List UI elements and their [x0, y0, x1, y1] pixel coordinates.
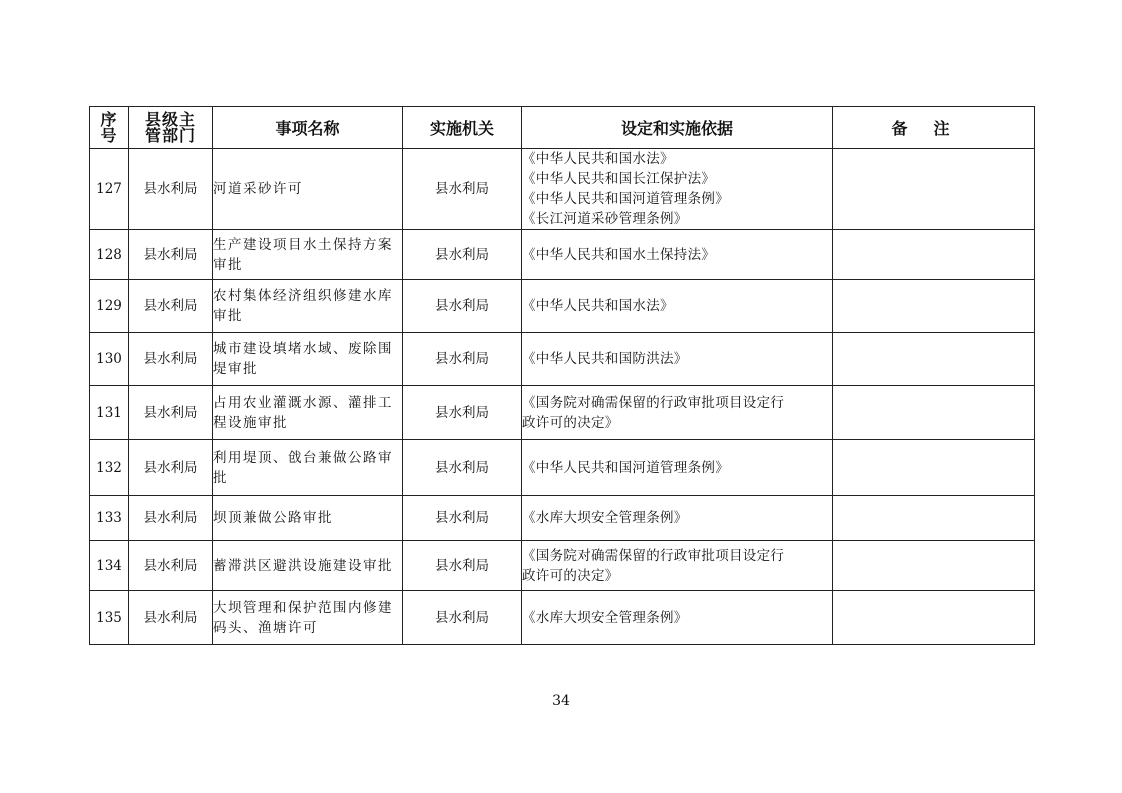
cell-seq: 127 [90, 149, 129, 230]
cell-seq: 128 [90, 230, 129, 280]
cell-remark [833, 440, 1035, 496]
cell-dept: 县水利局 [129, 280, 213, 333]
cell-remark [833, 541, 1035, 591]
cell-item-name: 农村集体经济组织修建水库审批 [213, 280, 403, 333]
header-seq [90, 107, 129, 149]
cell-agency: 县水利局 [403, 591, 522, 645]
header-dept-line2: 管部门 [144, 125, 196, 145]
cell-basis [522, 386, 833, 440]
cell-dept: 县水利局 [129, 440, 213, 496]
basis-line: 《中华人民共和国水法》 [522, 298, 674, 314]
table-row [90, 280, 1035, 333]
cell-dept: 县水利局 [129, 541, 213, 591]
basis-line: 《中华人民共和国水法》 [522, 151, 674, 167]
cell-seq: 135 [90, 591, 129, 645]
cell-remark [833, 591, 1035, 645]
cell-basis [522, 280, 833, 333]
cell-dept: 县水利局 [129, 230, 213, 280]
cell-item-name: 利用堤顶、戗台兼做公路审批 [213, 440, 403, 496]
table-row [90, 230, 1035, 280]
basis-line: 《中华人民共和国水土保持法》 [522, 246, 716, 263]
cell-seq: 129 [90, 280, 129, 333]
cell-item-name: 河道采砂许可 [213, 149, 403, 230]
cell-item-name: 占用农业灌溉水源、灌排工程设施审批 [213, 386, 403, 440]
basis-line: 《中华人民共和国河道管理条例》 [522, 459, 729, 476]
cell-dept: 县水利局 [129, 591, 213, 645]
cell-remark [833, 149, 1035, 230]
cell-agency: 县水利局 [403, 280, 522, 333]
header-dept [129, 107, 213, 149]
cell-basis [522, 440, 833, 496]
table-row [90, 591, 1035, 645]
cell-agency: 县水利局 [403, 386, 522, 440]
table-row [90, 333, 1035, 386]
basis-line: 政许可的决定》 [522, 414, 619, 431]
page-number: 34 [552, 693, 570, 709]
basis-line: 政许可的决定》 [522, 567, 619, 584]
header-seq-line1: 序 [100, 109, 118, 129]
cell-remark [833, 386, 1035, 440]
cell-remark [833, 230, 1035, 280]
table-row [90, 149, 1035, 230]
table-row [90, 440, 1035, 496]
basis-line: 《水库大坝安全管理条例》 [522, 609, 688, 626]
table-body [90, 149, 1035, 645]
cell-agency: 县水利局 [403, 496, 522, 541]
header-remark: 备注 [833, 107, 1035, 149]
cell-dept: 县水利局 [129, 149, 213, 230]
header-item-name: 事项名称 [213, 107, 403, 149]
approval-items-table [89, 106, 1035, 645]
cell-seq: 133 [90, 496, 129, 541]
cell-remark [833, 280, 1035, 333]
cell-basis [522, 591, 833, 645]
cell-item-name: 坝顶兼做公路审批 [213, 496, 403, 541]
basis-line: 《国务院对确需保留的行政审批项目设定行 [522, 394, 785, 411]
cell-item-name: 生产建设项目水土保持方案审批 [213, 230, 403, 280]
cell-agency: 县水利局 [403, 230, 522, 280]
cell-seq: 130 [90, 333, 129, 386]
basis-line: 《国务院对确需保留的行政审批项目设定行 [522, 547, 785, 564]
basis-line: 《中华人民共和国防洪法》 [522, 351, 688, 367]
cell-agency: 县水利局 [403, 333, 522, 386]
cell-seq: 134 [90, 541, 129, 591]
cell-remark [833, 496, 1035, 541]
basis-line: 《长江河道采砂管理条例》 [522, 211, 688, 227]
table-row [90, 541, 1035, 591]
table-header-row [90, 107, 1035, 149]
header-seq-line2: 号 [100, 125, 118, 145]
basis-line: 《水库大坝安全管理条例》 [522, 510, 688, 526]
cell-remark [833, 333, 1035, 386]
cell-seq: 131 [90, 386, 129, 440]
cell-basis [522, 541, 833, 591]
table-row [90, 386, 1035, 440]
basis-line: 《中华人民共和国河道管理条例》 [522, 191, 729, 207]
cell-basis [522, 333, 833, 386]
cell-seq: 132 [90, 440, 129, 496]
cell-basis [522, 496, 833, 541]
cell-agency: 县水利局 [403, 541, 522, 591]
cell-dept: 县水利局 [129, 386, 213, 440]
cell-basis [522, 149, 833, 230]
cell-agency: 县水利局 [403, 440, 522, 496]
cell-dept: 县水利局 [129, 333, 213, 386]
header-agency: 实施机关 [403, 107, 522, 149]
cell-agency: 县水利局 [403, 149, 522, 230]
basis-line: 《中华人民共和国长江保护法》 [522, 171, 716, 187]
cell-item-name: 城市建设填堵水域、废除围堤审批 [213, 333, 403, 386]
table-row [90, 496, 1035, 541]
cell-item-name: 蓄滞洪区避洪设施建设审批 [213, 541, 403, 591]
header-basis: 设定和实施依据 [522, 107, 833, 149]
cell-item-name: 大坝管理和保护范围内修建码头、渔塘许可 [213, 591, 403, 645]
header-dept-line1: 县级主 [144, 109, 196, 129]
cell-dept: 县水利局 [129, 496, 213, 541]
cell-basis [522, 230, 833, 280]
